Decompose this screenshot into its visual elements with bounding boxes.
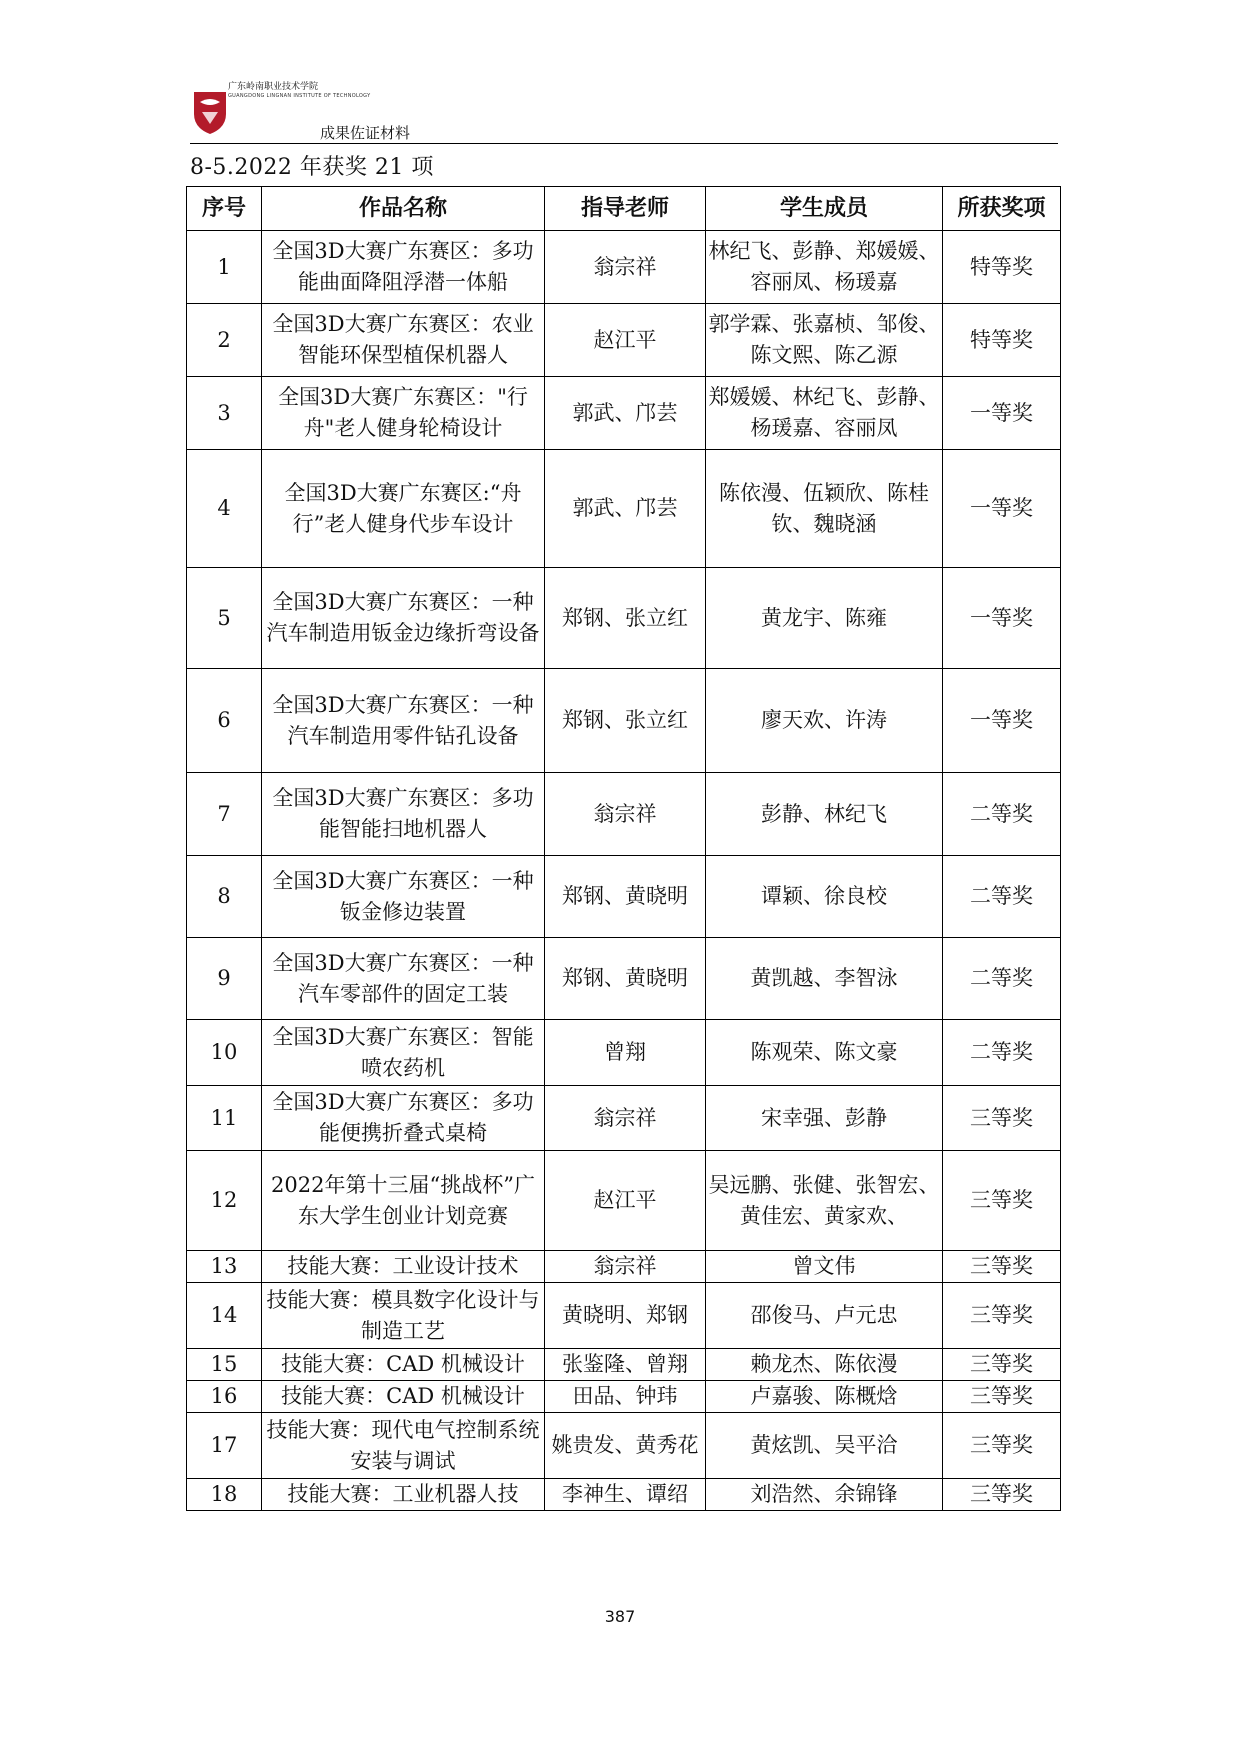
cell-students: 郑媛媛、林纪飞、彭静、杨瑗嘉、容丽凤	[706, 377, 943, 450]
cell-work-name: 全国3D大赛广东赛区：多功能曲面降阻浮潜一体船	[262, 231, 545, 304]
cell-work-name: 全国3D大赛广东赛区:“舟行”老人健身代步车设计	[262, 450, 545, 568]
cell-no: 16	[187, 1381, 262, 1413]
cell-teacher: 翁宗祥	[545, 1086, 706, 1151]
cell-students: 黄龙宇、陈雍	[706, 568, 943, 669]
table-row	[187, 377, 1061, 450]
table-row	[187, 1479, 1061, 1511]
cell-students: 廖天欢、许涛	[706, 669, 943, 773]
cell-no: 4	[187, 450, 262, 568]
cell-no: 8	[187, 856, 262, 938]
cell-work-name: 全国3D大赛广东赛区：农业智能环保型植保机器人	[262, 304, 545, 377]
cell-work-name: 技能大赛：CAD 机械设计	[262, 1381, 545, 1413]
cell-no: 17	[187, 1413, 262, 1479]
cell-work-name: 技能大赛：现代电气控制系统安装与调试	[262, 1413, 545, 1479]
table-row	[187, 773, 1061, 856]
table-header-row	[187, 187, 1061, 231]
cell-no: 15	[187, 1349, 262, 1381]
header-rule	[190, 143, 1058, 144]
cell-teacher: 赵江平	[545, 1151, 706, 1251]
cell-award: 三等奖	[943, 1151, 1061, 1251]
cell-teacher: 郑钢、黄晓明	[545, 856, 706, 938]
table-row	[187, 1349, 1061, 1381]
cell-no: 3	[187, 377, 262, 450]
cell-teacher: 郑钢、张立红	[545, 669, 706, 773]
cell-no: 11	[187, 1086, 262, 1151]
cell-students: 吴远鹏、张健、张智宏、黄佳宏、黄家欢、	[706, 1151, 943, 1251]
table-row	[187, 450, 1061, 568]
cell-award: 三等奖	[943, 1349, 1061, 1381]
table-row	[187, 669, 1061, 773]
cell-students: 林纪飞、彭静、郑媛媛、容丽凤、杨瑗嘉	[706, 231, 943, 304]
cell-teacher: 曾翔	[545, 1020, 706, 1086]
cell-teacher: 张鉴隆、曾翔	[545, 1349, 706, 1381]
cell-no: 1	[187, 231, 262, 304]
table-row	[187, 1283, 1061, 1349]
cell-students: 曾文伟	[706, 1251, 943, 1283]
cell-award: 一等奖	[943, 377, 1061, 450]
cell-work-name: 全国3D大赛广东赛区：一种钣金修边装置	[262, 856, 545, 938]
cell-teacher: 翁宗祥	[545, 231, 706, 304]
header-subtitle: 成果佐证材料	[320, 124, 411, 142]
cell-award: 特等奖	[943, 231, 1061, 304]
cell-teacher: 郑钢、张立红	[545, 568, 706, 669]
table-row	[187, 1020, 1061, 1086]
cell-award: 特等奖	[943, 304, 1061, 377]
header-teacher: 指导老师	[545, 187, 706, 231]
cell-teacher: 黄晓明、郑钢	[545, 1283, 706, 1349]
header-award: 所获奖项	[943, 187, 1061, 231]
cell-work-name: 技能大赛：模具数字化设计与制造工艺	[262, 1283, 545, 1349]
school-logo	[190, 88, 230, 136]
header-work-name: 作品名称	[262, 187, 545, 231]
cell-award: 三等奖	[943, 1086, 1061, 1151]
cell-no: 5	[187, 568, 262, 669]
cell-award: 三等奖	[943, 1283, 1061, 1349]
cell-award: 二等奖	[943, 1020, 1061, 1086]
cell-no: 7	[187, 773, 262, 856]
cell-work-name: 技能大赛：CAD 机械设计	[262, 1349, 545, 1381]
cell-students: 谭颖、徐良校	[706, 856, 943, 938]
table-row	[187, 1251, 1061, 1283]
cell-work-name: 全国3D大赛广东赛区：一种汽车零部件的固定工装	[262, 938, 545, 1020]
cell-students: 邵俊马、卢元忠	[706, 1283, 943, 1349]
cell-students: 赖龙杰、陈依漫	[706, 1349, 943, 1381]
table-row	[187, 231, 1061, 304]
cell-students: 彭静、林纪飞	[706, 773, 943, 856]
table-row	[187, 938, 1061, 1020]
page-header	[190, 82, 1058, 144]
cell-work-name: 技能大赛：工业机器人技	[262, 1479, 545, 1511]
cell-award: 一等奖	[943, 450, 1061, 568]
cell-work-name: 全国3D大赛广东赛区：智能喷农药机	[262, 1020, 545, 1086]
cell-teacher: 翁宗祥	[545, 773, 706, 856]
awards-table	[186, 186, 1061, 1511]
cell-no: 9	[187, 938, 262, 1020]
cell-students: 黄凯越、李智泳	[706, 938, 943, 1020]
cell-no: 2	[187, 304, 262, 377]
header-students: 学生成员	[706, 187, 943, 231]
cell-award: 三等奖	[943, 1479, 1061, 1511]
cell-teacher: 郭武、邝芸	[545, 377, 706, 450]
cell-award: 三等奖	[943, 1413, 1061, 1479]
cell-no: 10	[187, 1020, 262, 1086]
cell-teacher: 郑钢、黄晓明	[545, 938, 706, 1020]
cell-no: 18	[187, 1479, 262, 1511]
cell-award: 三等奖	[943, 1381, 1061, 1413]
cell-award: 二等奖	[943, 938, 1061, 1020]
cell-teacher: 田品、钟玮	[545, 1381, 706, 1413]
cell-no: 14	[187, 1283, 262, 1349]
school-name-cn: 广东岭南职业技术学院	[228, 82, 319, 92]
cell-teacher: 翁宗祥	[545, 1251, 706, 1283]
cell-teacher: 郭武、邝芸	[545, 450, 706, 568]
cell-no: 12	[187, 1151, 262, 1251]
table-row	[187, 1413, 1061, 1479]
table-row	[187, 1381, 1061, 1413]
cell-students: 郭学霖、张嘉桢、邹俊、陈文熙、陈乙源	[706, 304, 943, 377]
cell-teacher: 赵江平	[545, 304, 706, 377]
table-row	[187, 568, 1061, 669]
cell-students: 陈观荣、陈文豪	[706, 1020, 943, 1086]
cell-award: 三等奖	[943, 1251, 1061, 1283]
cell-award: 二等奖	[943, 856, 1061, 938]
cell-work-name: 技能大赛：工业设计技术	[262, 1251, 545, 1283]
table-row	[187, 856, 1061, 938]
table-row	[187, 304, 1061, 377]
header-no: 序号	[187, 187, 262, 231]
page-number: 387	[604, 1607, 636, 1626]
cell-work-name: 2022年第十三届“挑战杯”广东大学生创业计划竞赛	[262, 1151, 545, 1251]
cell-students: 卢嘉骏、陈概焓	[706, 1381, 943, 1413]
cell-work-name: 全国3D大赛广东赛区："行舟"老人健身轮椅设计	[262, 377, 545, 450]
school-name-en: GUANGDONG LINGNAN INSTITUTE OF TECHNOLOGY	[228, 93, 371, 99]
cell-students: 陈依漫、伍颖欣、陈桂钦、魏晓涵	[706, 450, 943, 568]
school-name	[228, 82, 371, 99]
cell-work-name: 全国3D大赛广东赛区：一种汽车制造用钣金边缘折弯设备	[262, 568, 545, 669]
cell-award: 二等奖	[943, 773, 1061, 856]
cell-teacher: 李神生、谭绍	[545, 1479, 706, 1511]
cell-award: 一等奖	[943, 669, 1061, 773]
cell-work-name: 全国3D大赛广东赛区：多功能智能扫地机器人	[262, 773, 545, 856]
cell-teacher: 姚贵发、黄秀花	[545, 1413, 706, 1479]
cell-students: 黄炫凯、吴平洽	[706, 1413, 943, 1479]
table-row	[187, 1086, 1061, 1151]
cell-work-name: 全国3D大赛广东赛区：一种汽车制造用零件钻孔设备	[262, 669, 545, 773]
cell-students: 刘浩然、余锦锋	[706, 1479, 943, 1511]
cell-no: 13	[187, 1251, 262, 1283]
table-row	[187, 1151, 1061, 1251]
section-title: 8-5.2022 年获奖 21 项	[190, 155, 434, 180]
cell-award: 一等奖	[943, 568, 1061, 669]
cell-students: 宋幸强、彭静	[706, 1086, 943, 1151]
cell-no: 6	[187, 669, 262, 773]
cell-work-name: 全国3D大赛广东赛区：多功能便携折叠式桌椅	[262, 1086, 545, 1151]
